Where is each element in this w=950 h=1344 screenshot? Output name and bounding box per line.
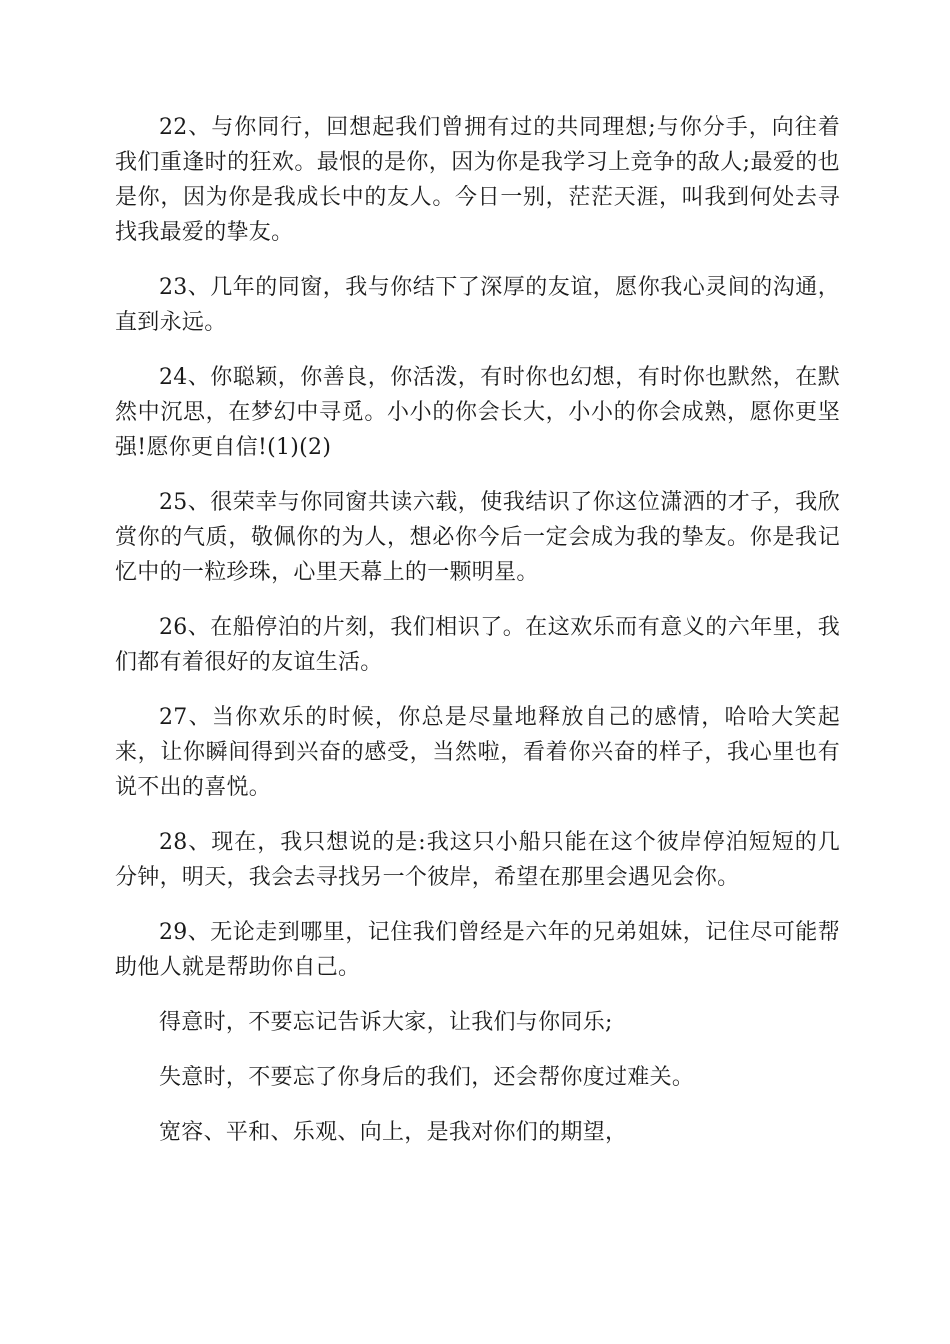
closing-line-2: 失意时，不要忘了你身后的我们，还会帮你度过难关。 [159, 1065, 695, 1090]
paragraph-26: 26、在船停泊的片刻，我们相识了。在这欢乐而有意义的六年里，我们都有着很好的友谊生活。 [115, 615, 840, 675]
closing-line-3: 宽容、平和、乐观、向上，是我对你们的期望， [159, 1120, 628, 1145]
paragraph-29: 29、无论走到哪里，记住我们曾经是六年的兄弟姐妹，记住尽可能帮助他人就是帮助你自己。 [115, 920, 840, 980]
paragraph-24: 24、你聪颖，你善良，你活泼，有时你也幻想，有时你也默然，在默然中沉思，在梦幻中寻觅。小小的你会长大，小小的你会成熟，愿你更坚强!愿你更自信!(1)(2) [115, 365, 840, 460]
closing-line-1: 得意时，不要忘记告诉大家，让我们与你同乐; [159, 1010, 613, 1035]
paragraph-22: 22、与你同行，回想起我们曾拥有过的共同理想;与你分手，向往着我们重逢时的狂欢。最恨的是你，因为你是我学习上竞争的敌人;最爱的也是你，因为你是我成长中的友人。今日一别，茫茫天涯，叫我到何处去寻找我最爱的挚友。 [115, 115, 840, 245]
paragraph-23: 23、几年的同窗，我与你结下了深厚的友谊，愿你我心灵间的沟通，直到永远。 [115, 275, 840, 335]
paragraph-27: 27、当你欢乐的时候，你总是尽量地释放自己的感情，哈哈大笑起来，让你瞬间得到兴奋的感受，当然啦，看着你兴奋的样子，我心里也有说不出的喜悦。 [115, 705, 840, 800]
paragraph-28: 28、现在，我只想说的是:我这只小船只能在这个彼岸停泊短短的几分钟，明天，我会去寻找另一个彼岸，希望在那里会遇见会你。 [115, 830, 840, 890]
document-body [115, 110, 840, 1170]
paragraph-25: 25、很荣幸与你同窗共读六载，使我结识了你这位潇洒的才子，我欣赏你的气质，敬佩你的为人，想必你今后一定会成为我的挚友。你是我记忆中的一粒珍珠，心里天幕上的一颗明星。 [115, 490, 840, 585]
